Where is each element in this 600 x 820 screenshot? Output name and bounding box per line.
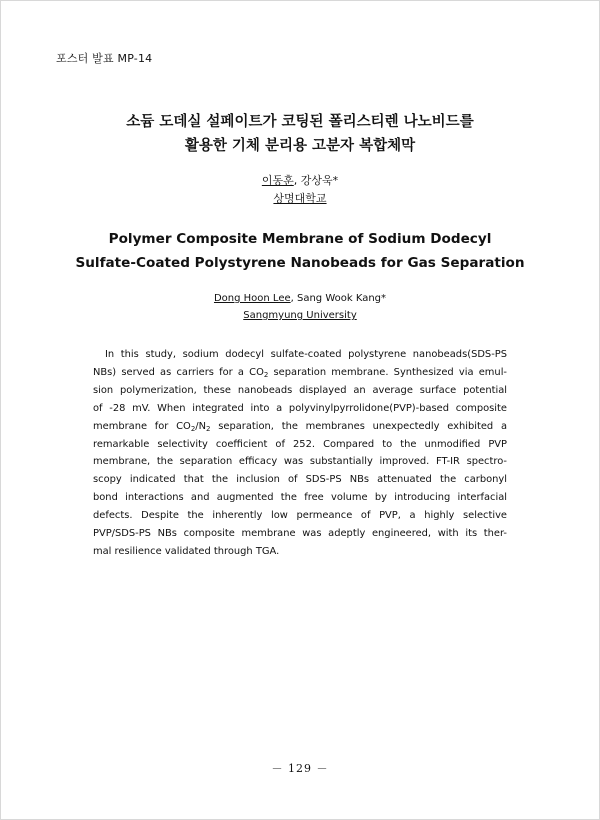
abstract-line-2-subscript: 2	[263, 370, 269, 379]
abstract-line-12: mal resilience validated through TGA.	[93, 545, 280, 557]
english-affiliation: Sangmyung University	[243, 310, 357, 321]
abstract-line-8: scopy indicated that the inclusion of SDS-PS NBs attenuated the carbonyl	[93, 474, 507, 486]
english-author-separator: ,	[290, 293, 297, 304]
english-corresponding-author: Sang Wook Kang*	[296, 293, 387, 304]
abstract-line-1: In this study, sodium dodecyl sulfate-coated polystyrene nanobeads(SDS-PS	[105, 349, 507, 360]
english-title-line-1: Polymer Composite Membrane of Sodium Dodecyl	[108, 231, 492, 247]
abstract-line-2	[93, 364, 507, 382]
english-title-line-2: Sulfate-Coated Polystyrene Nanobeads for Gas Separation	[75, 255, 525, 271]
korean-author-separator: ,	[293, 174, 301, 187]
abstract-body	[93, 346, 507, 561]
abstract-line-9: bond interactions and augmented the free volume by introducing interfacial	[93, 492, 507, 504]
abstract-line-3: sion polymerization, these nanobeads displayed an average surface potential	[93, 384, 507, 396]
abstract-line-11: PVP/SDS-PS NBs composite membrane was adeptly engineered, with its ther-	[93, 528, 507, 540]
korean-author-names	[0, 172, 600, 190]
korean-title	[0, 110, 600, 158]
abstract-line-5	[93, 418, 507, 436]
english-author-names	[0, 290, 600, 307]
abstract-line-2-part-b: separation membrane. Synthesized via emul-	[268, 366, 507, 378]
abstract-line-5-part-a: membrane for CO	[93, 420, 191, 432]
korean-corresponding-author: 강상욱*	[300, 174, 339, 187]
korean-first-author: 이동훈	[261, 174, 294, 187]
english-authors-block	[0, 290, 600, 324]
abstract-line-2-part-a: NBs) served as carriers for a CO	[93, 366, 264, 378]
abstract-line-4: of -28 mV. When integrated into a polyvinylpyrrolidone(PVP)-based composite	[93, 402, 507, 414]
korean-affiliation: 상명대학교	[273, 192, 327, 205]
abstract-line-6: remarkable selectivity coefficient of 252. Compared to the unmodified PVP	[93, 438, 507, 450]
english-first-author: Dong Hoon Lee	[213, 293, 291, 304]
abstract-line-10: defects. Despite the inherently low permeance of PVP, a highly selective	[93, 510, 507, 522]
abstract-line-5-subscript-2: 2	[206, 424, 211, 433]
session-label: 포스터 발표 MP-14	[56, 52, 153, 65]
korean-title-line-2: 활용한 기체 분리용 고분자 복합체막	[184, 138, 416, 154]
abstract-line-5-subscript-1: 2	[190, 424, 196, 433]
abstract-line-7: membrane, the separation efficacy was substantially improved. FT-IR spectro-	[93, 456, 507, 468]
page-number: － 129 －	[271, 762, 329, 775]
abstract-line-5-part-c: separation, the membranes unexpectedly exhibited a	[210, 420, 507, 432]
korean-title-line-1: 소듐 도데실 설페이트가 코팅된 폴리스티렌 나노비드를	[126, 114, 474, 130]
korean-authors-block	[0, 172, 600, 208]
english-title	[0, 227, 600, 275]
abstract-line-5-part-b: /N	[195, 420, 206, 432]
